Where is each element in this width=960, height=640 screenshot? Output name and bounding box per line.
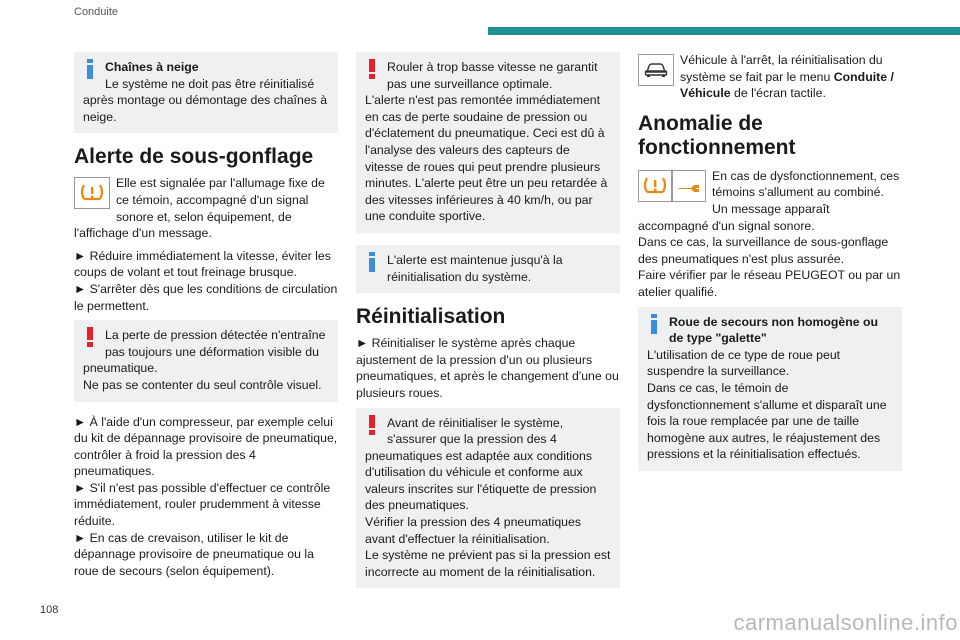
warning-text: Le système ne prévient pas si la pression est incorrecte au moment de la réinitialisation. — [365, 548, 611, 579]
step-compressor: ► À l'aide d'un compresseur, par exemple celui du kit de dépannage provisoire de pneumatique, contrôler à froid la pression des 4 pneumatiques. — [74, 414, 338, 479]
step-reset: ► Réinitialiser le système après chaque ajustement de la pression d'un ou plusieurs pneumatiques, et après le changement d'une ou plusieurs roues. — [356, 336, 619, 400]
paragraph-fault-monitoring: Dans ce cas, la surveillance de sous-gonflage des pneumatiques n'est plus assurée. — [638, 235, 889, 266]
warning-text: Vérifier la pression des 4 pneumatiques avant d'effectuer la réinitialisation. — [365, 515, 582, 546]
warning-text: L'alerte n'est pas remontée immédiatement en cas de perte soudaine de pression ou d'éclatement du pneumatique. Ceci est dû à l'analyse des valeurs des capteurs de vitesse de roues qui peut prendre plusieurs minutes. L'alerte peut être un peu retardée à des vitesses inférieures à 40 km/h, ou par une conduite sportive. — [365, 93, 608, 224]
tire-pressure-warning-icon — [638, 170, 672, 202]
paragraph-reset-menu: Véhicule à l'arrêt, la réinitialisation du système se fait par le menu Conduite / Véhicule de l'écran tactile. — [680, 53, 894, 101]
warning-text: Ne pas se contenter du seul contrôle visuel. — [83, 377, 322, 392]
car-icon — [638, 54, 674, 86]
warning-marker-icon — [365, 415, 379, 433]
section-heading-underinflation: Alerte de sous-gonflage — [74, 145, 314, 169]
warning-marker-icon — [83, 327, 97, 345]
step-reduce-speed: ► Réduire immédiatement la vitesse, éviter les coups de volant et tout freinage brusque. — [74, 248, 331, 280]
info-box-snow-chains — [74, 52, 338, 133]
info-box-spare-wheel — [638, 307, 902, 471]
paragraph-intro: Elle est signalée par l'allumage fixe de ce témoin, accompagné d'un signal sonore et, selon équipement, de l'affichage d'un message. — [74, 176, 325, 241]
info-box-text: L'utilisation de ce type de roue peut suspendre la surveillance. — [647, 347, 841, 379]
warning-box-before-reset — [356, 408, 620, 589]
wrench-icon — [672, 170, 706, 202]
paragraph-fault-check: Faire vérifier par le réseau PEUGEOT ou par un atelier qualifié. — [638, 268, 901, 299]
section-heading-malfunction: Anomalie de fonctionnement — [638, 111, 796, 159]
watermark: carmanualsonline.info — [733, 610, 958, 635]
column-2 — [356, 52, 620, 600]
tire-pressure-warning-icon — [74, 177, 110, 209]
paragraph-fault-message: Un message apparaît accompagné d'un signal sonore. — [638, 201, 830, 233]
header-accent-bar — [488, 27, 960, 35]
info-marker-icon — [83, 59, 97, 77]
fault-icons — [638, 170, 706, 202]
step-stop: ► S'arrêter dès que les conditions de circulation le permettent. — [74, 281, 338, 313]
warning-text: Rouler à trop basse vitesse ne garantit pas une surveillance optimale. — [387, 60, 598, 91]
info-box-text: L'alerte est maintenue jusqu'à la réinitialisation du système. — [387, 252, 563, 284]
warning-box-pressure-loss — [74, 320, 338, 401]
warning-box-low-speed — [356, 52, 620, 233]
info-box-text: Dans ce cas, le témoin de dysfonctionnement s'allume et disparaît une fois la roue remplacée par une de taille homogène aux autres, le réajustement des pressions et la réinitialisation effectués. — [647, 380, 887, 462]
warning-text: La perte de pression détectée n'entraîne pas toujours une déformation visible du pneumatique. — [83, 328, 326, 376]
warning-text: Avant de réinitialiser le système, s'assurer que la pression des 4 pneumatiques est adaptée aux conditions d'utilisation du véhicule et conforme aux valeurs inscrites sur l'étiquette de pression des pneumatiques. — [365, 415, 597, 513]
info-marker-icon — [647, 314, 661, 332]
info-box-title: Chaînes à neige — [105, 60, 199, 74]
info-marker-icon — [365, 252, 379, 270]
warning-marker-icon — [365, 59, 379, 77]
info-box-text: Le système ne doit pas être réinitialisé après montage ou démontage des chaînes à neige. — [83, 76, 328, 124]
menu-path: Conduite / Véhicule — [680, 69, 894, 101]
section-heading-reset: Réinitialisation — [356, 305, 506, 329]
step-puncture: ► En cas de crevaison, utiliser le kit de dépannage provisoire de pneumatique ou la roue de secours (selon équipement). — [74, 530, 314, 578]
info-box-alert-maintained — [356, 245, 620, 293]
column-3 — [638, 52, 902, 483]
step-drive-carefully: ► S'il n'est pas possible d'effectuer ce contrôle immédiatement, rouler prudemment à vitesse réduite. — [74, 480, 331, 529]
column-1 — [74, 52, 338, 585]
info-box-title: Roue de secours non homogène ou de type "galette" — [669, 314, 879, 346]
paragraph-fault-intro: En cas de dysfonctionnement, ces témoins s'allument au combiné. — [712, 168, 900, 200]
section-title: Conduite — [74, 6, 119, 18]
page-number: 108 — [40, 604, 59, 616]
